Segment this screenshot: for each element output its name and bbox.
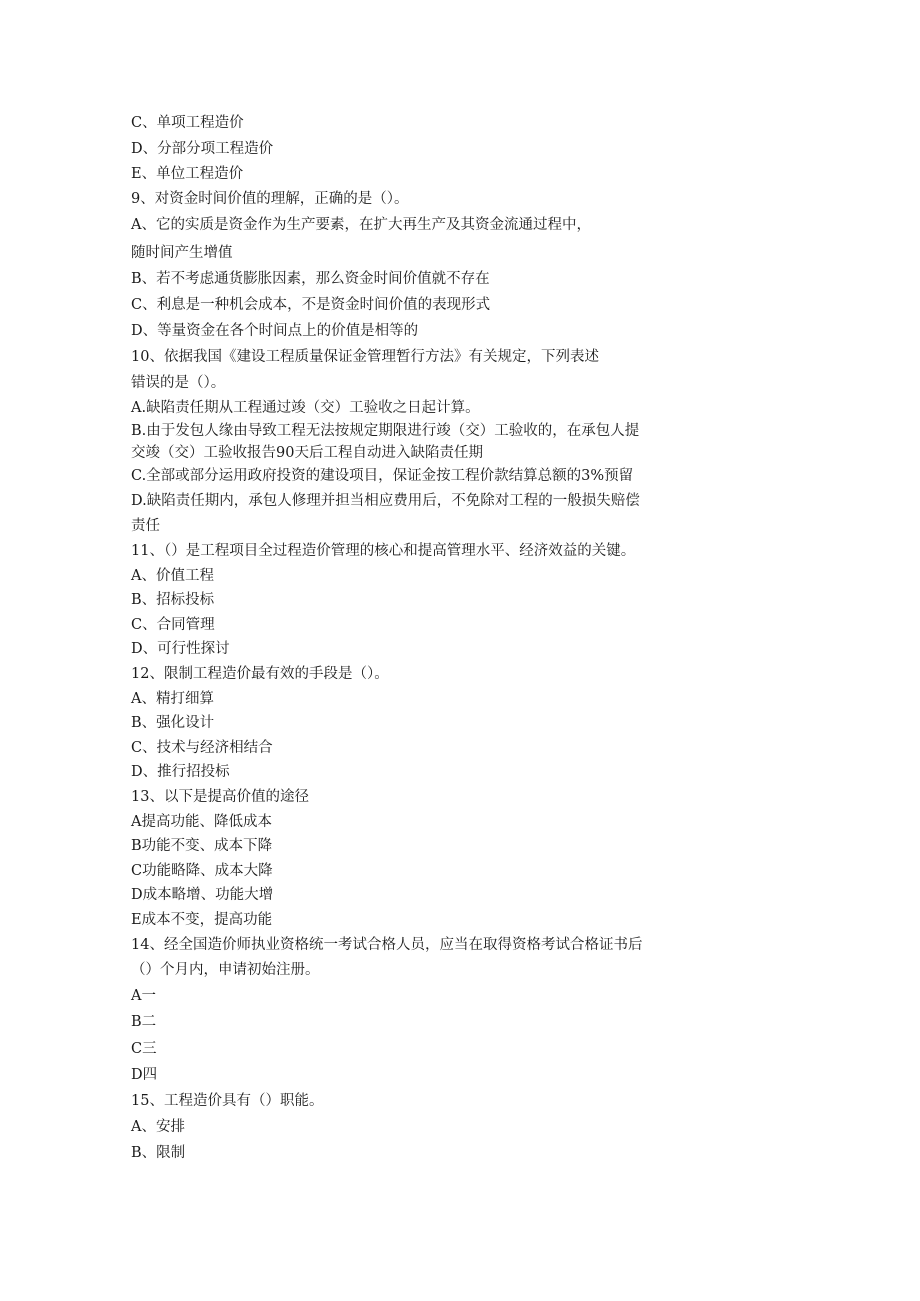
text-line: D、推行招投标 [131, 764, 230, 780]
text-line: 14、经全国造价师执业资格统一考试合格人员，应当在取得资格考试合格证书后 [131, 937, 643, 953]
text-line: （）个月内，申请初始注册。 [131, 962, 320, 978]
text-line: A提高功能、降低成本 [131, 814, 272, 830]
text-line: D、可行性探讨 [131, 641, 230, 657]
text-line: 12、限制工程造价最有效的手段是（）。 [131, 666, 389, 682]
text-line: E成本不变，提高功能 [131, 912, 273, 928]
text-line: B、限制 [131, 1145, 186, 1161]
text-line: B、招标投标 [131, 592, 215, 608]
text-line: C三 [131, 1041, 157, 1057]
text-line: B、强化设计 [131, 715, 215, 731]
text-line: D成本略增、功能大增 [131, 887, 274, 903]
text-line: D.缺陷责任期内，承包人修理并担当相应费用后，不免除对工程的一般损失赔偿 [131, 493, 640, 509]
text-line: D四 [131, 1067, 158, 1083]
text-line: 10、依据我国《建设工程质量保证金管理暂行方法》有关规定，下列表述 [131, 349, 599, 365]
text-line: 13、以下是提高价值的途径 [131, 789, 309, 805]
text-line: D、分部分项工程造价 [131, 141, 274, 157]
text-line: B功能不变、成本下降 [131, 838, 273, 854]
text-line: C功能略降、成本大降 [131, 863, 273, 879]
text-line: 9、对资金时间价值的理解，正确的是（）。 [131, 191, 409, 207]
text-line: C、单项工程造价 [131, 115, 244, 131]
text-line: 随时间产生增值 [131, 245, 233, 261]
text-line: C、合同管理 [131, 617, 215, 633]
text-line: E、单位工程造价 [131, 166, 244, 182]
text-line: B、若不考虑通货膨胀因素，那么资金时间价值就不存在 [131, 271, 490, 287]
text-line: A.缺陷责任期从工程通过竣（交）工验收之日起计算。 [131, 400, 480, 416]
text-line: A、安排 [131, 1119, 185, 1135]
text-line: A、它的实质是资金作为生产要素，在扩大再生产及其资金流通过程中， [131, 217, 591, 233]
text-line: A、精打细算 [131, 691, 214, 707]
text-line: C、技术与经济相结合 [131, 740, 273, 756]
text-line: 11、（）是工程项目全过程造价管理的核心和提高管理水平、经济效益的关键。 [131, 543, 636, 559]
text-line: 错误的是（）。 [131, 375, 226, 391]
text-line: C、利息是一种机会成本，不是资金时间价值的表现形式 [131, 297, 491, 313]
text-line: A一 [131, 988, 156, 1004]
text-line: 交竣（交）工验收报告90天后工程自动进入缺陷责任期 [131, 445, 483, 461]
text-line: B.由于发包人缘由导致工程无法按规定期限进行竣（交）工验收的，在承包人提 [131, 423, 640, 439]
text-line: B二 [131, 1014, 157, 1030]
text-line: C.全部或部分运用政府投资的建设项目，保证金按工程价款结算总额的3%预留 [131, 468, 634, 484]
text-line: 责任 [131, 518, 160, 534]
text-line: D、等量资金在各个时间点上的价值是相等的 [131, 323, 419, 339]
text-line: A、价值工程 [131, 568, 214, 584]
text-line: 15、工程造价具有（）职能。 [131, 1093, 324, 1109]
